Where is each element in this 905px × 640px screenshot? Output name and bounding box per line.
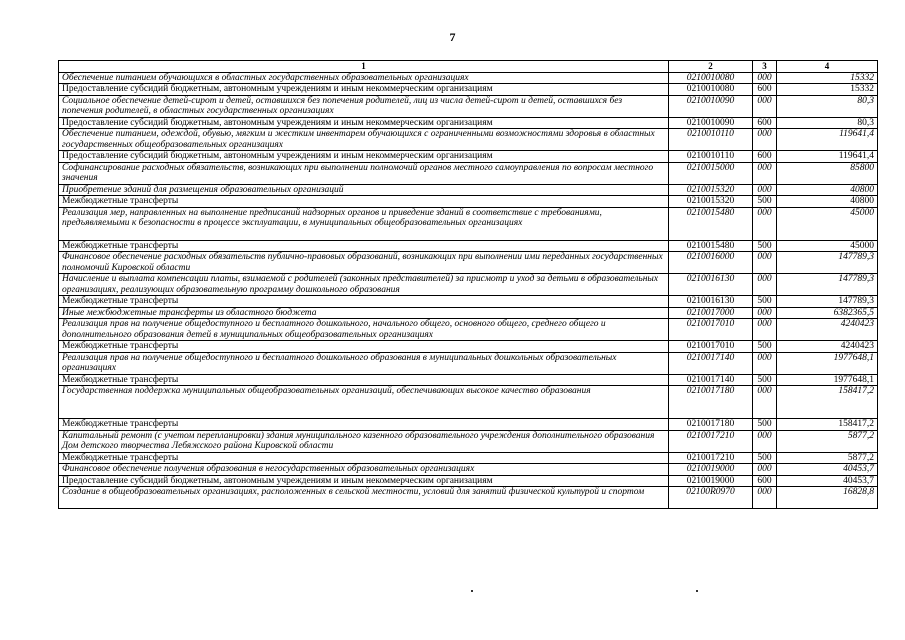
table-row [59,84,878,96]
row-code: 0210010080 [669,84,753,96]
row-amount: 4240423 [777,341,878,353]
table-row [59,487,878,509]
row-kind: 600 [753,117,777,129]
row-name: Социальное обеспечение детей-сирот и детей, оставшихся без попечения родителей, лиц из числа детей-сирот и детей, оставшихся без попечения родителей, в областных государственных организациях [59,95,669,117]
table-row [59,419,878,431]
row-code: 0210017000 [669,307,753,319]
row-kind: 000 [753,319,777,341]
table-row [59,475,878,487]
row-amount: 15332 [777,72,878,84]
row-name: Предоставление субсидий бюджетным, автономным учреждениям и иным некоммерческим организациям [59,117,669,129]
row-kind: 000 [753,274,777,296]
row-amount: 6382365,5 [777,307,878,319]
scan-speck [471,590,473,592]
row-name: Иные межбюджетные трансферты из областного бюджета [59,307,669,319]
table-row [59,252,878,274]
table-row [59,430,878,452]
row-code: 0210019000 [669,464,753,476]
row-code: 0210010080 [669,72,753,84]
row-code: 0210015480 [669,207,753,240]
row-kind: 000 [753,487,777,509]
table-row [59,95,878,117]
column-header-4: 4 [777,61,878,73]
row-name: Финансовое обеспечение получения образования в негосударственных образовательных организациях [59,464,669,476]
row-name: Предоставление субсидий бюджетным, автономным учреждениям и иным некоммерческим организациям [59,84,669,96]
row-kind: 000 [753,207,777,240]
row-name: Межбюджетные трансферты [59,419,669,431]
row-kind: 000 [753,430,777,452]
row-kind: 600 [753,84,777,96]
column-header-2: 2 [669,61,753,73]
row-amount: 85800 [777,162,878,184]
row-amount: 45000 [777,240,878,252]
row-name: Капитальный ремонт (с учетом перепланировки) здания муниципального казенного образовательного учреждения дополнительного образования Дом детского творчества Лебяжского района Кировской области [59,430,669,452]
table-row [59,386,878,419]
row-code: 0210015320 [669,184,753,196]
row-kind: 000 [753,72,777,84]
row-code: 0210017180 [669,419,753,431]
row-name: Софинансирование расходных обязательств, возникающих при выполнении полномочий органов местного самоуправления по вопросам местного значения [59,162,669,184]
row-code: 0210015480 [669,240,753,252]
row-code: 0210016000 [669,252,753,274]
row-name: Межбюджетные трансферты [59,374,669,386]
row-kind: 500 [753,374,777,386]
row-amount: 45000 [777,207,878,240]
row-code: 0210017010 [669,319,753,341]
row-kind: 600 [753,151,777,163]
row-amount: 15332 [777,84,878,96]
row-code: 0210010090 [669,117,753,129]
row-name: Межбюджетные трансферты [59,240,669,252]
row-kind: 000 [753,162,777,184]
row-kind: 500 [753,452,777,464]
row-kind: 600 [753,475,777,487]
row-kind: 000 [753,352,777,374]
row-amount: 147789,3 [777,252,878,274]
row-amount: 158417,2 [777,386,878,419]
row-amount: 40800 [777,184,878,196]
row-name: Государственная поддержка муниципальных общеобразовательных организаций, обеспечивающих высокое качество образования [59,386,669,419]
row-amount: 40453,7 [777,475,878,487]
row-code: 0210017180 [669,386,753,419]
row-name: Межбюджетные трансферты [59,296,669,308]
row-kind: 000 [753,307,777,319]
table-row [59,184,878,196]
row-code: 0210016130 [669,274,753,296]
row-code: 0210015320 [669,196,753,208]
table-row [59,151,878,163]
row-code: 0210019000 [669,475,753,487]
table-row [59,72,878,84]
scan-speck [696,590,698,592]
table-row [59,162,878,184]
row-code: 02100R0970 [669,487,753,509]
row-kind: 000 [753,386,777,419]
table-row [59,452,878,464]
row-amount: 147789,3 [777,296,878,308]
row-amount: 40453,7 [777,464,878,476]
row-amount: 80,3 [777,95,878,117]
budget-table [58,60,878,509]
row-amount: 147789,3 [777,274,878,296]
row-amount: 16828,8 [777,487,878,509]
table-row [59,319,878,341]
table-row [59,196,878,208]
table-row [59,296,878,308]
row-kind: 000 [753,184,777,196]
row-amount: 40800 [777,196,878,208]
row-name: Обеспечение питанием обучающихся в областных государственных образовательных организациях [59,72,669,84]
row-kind: 000 [753,95,777,117]
row-name: Межбюджетные трансферты [59,341,669,353]
row-kind: 000 [753,464,777,476]
column-header-3: 3 [753,61,777,73]
row-amount: 158417,2 [777,419,878,431]
row-code: 0210010090 [669,95,753,117]
row-name: Приобретение зданий для размещения образовательных организаций [59,184,669,196]
row-name: Предоставление субсидий бюджетным, автономным учреждениям и иным некоммерческим организациям [59,151,669,163]
row-name: Предоставление субсидий бюджетным, автономным учреждениям и иным некоммерческим организациям [59,475,669,487]
table-row [59,207,878,240]
table-row [59,274,878,296]
row-code: 0210017140 [669,352,753,374]
column-header-1: 1 [59,61,669,73]
row-code: 0210017140 [669,374,753,386]
row-name: Реализация мер, направленных на выполнение предписаний надзорных органов и приведение зданий в соответствие с требованиями, предъявляемыми к безопасности в процессе эксплуатации, в муниципальных общеобразовательных организациях [59,207,669,240]
row-name: Начисление и выплата компенсации платы, взимаемой с родителей (законных представителей) за присмотр и уход за детьми в образовательных организациях, реализующих образовательную программу дошкольного образования [59,274,669,296]
table-row [59,307,878,319]
row-name: Обеспечение питанием, одеждой, обувью, мягким и жестким инвентарем обучающихся с ограниченными возможностями здоровья в областных государственных общеобразовательных организациях [59,129,669,151]
table-row [59,240,878,252]
row-name: Финансовое обеспечение расходных обязательств публично-правовых образований, возникающих при выполнении ими переданных государственных полномочий Кировской области [59,252,669,274]
table-row [59,352,878,374]
table-row [59,464,878,476]
row-kind: 500 [753,196,777,208]
table-row [59,374,878,386]
row-kind: 500 [753,341,777,353]
row-code: 0210016130 [669,296,753,308]
row-code: 0210010110 [669,151,753,163]
row-kind: 500 [753,419,777,431]
page-number: 7 [449,30,456,44]
table-header-row [59,61,878,73]
row-name: Межбюджетные трансферты [59,452,669,464]
row-name: Создание в общеобразовательных организациях, расположенных в сельской местности, условий для занятий физической культурой и спортом [59,487,669,509]
row-code: 0210015000 [669,162,753,184]
row-name: Реализация прав на получение общедоступного и бесплатного дошкольного образования в муниципальных дошкольных образовательных организациях [59,352,669,374]
row-amount: 119641,4 [777,129,878,151]
table-row [59,341,878,353]
row-amount: 80,3 [777,117,878,129]
row-code: 0210017210 [669,452,753,464]
row-kind: 500 [753,240,777,252]
row-amount: 5877,2 [777,430,878,452]
row-code: 0210017210 [669,430,753,452]
row-amount: 5877,2 [777,452,878,464]
row-kind: 500 [753,296,777,308]
row-code: 0210017010 [669,341,753,353]
table-row [59,129,878,151]
row-kind: 000 [753,129,777,151]
row-code: 0210010110 [669,129,753,151]
row-name: Реализация прав на получение общедоступного и бесплатного дошкольного, начального общего, основного общего, среднего общего и дополнительного образования детей в муниципальных общеобразовательных организациях [59,319,669,341]
row-kind: 000 [753,252,777,274]
row-amount: 1977648,1 [777,352,878,374]
row-amount: 1977648,1 [777,374,878,386]
row-name: Межбюджетные трансферты [59,196,669,208]
row-amount: 119641,4 [777,151,878,163]
table-row [59,117,878,129]
row-amount: 4240423 [777,319,878,341]
